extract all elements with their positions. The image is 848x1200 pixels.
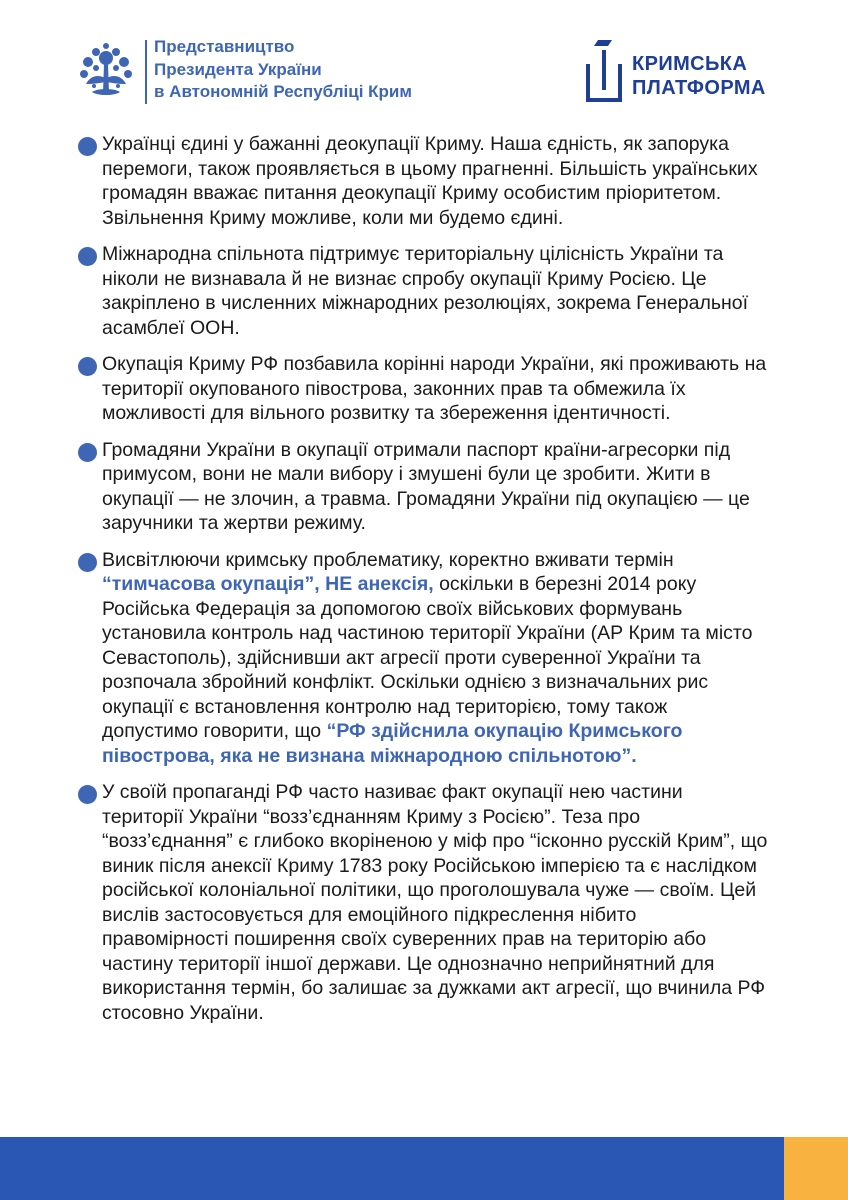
footer-blue-band [0,1137,784,1200]
org-name-line-2: Президента України [154,59,322,79]
platform-title-line-1: КРИМСЬКА [632,53,748,75]
list-item-text: У своїй пропаганді РФ часто називає факт окупації нею частини території України “возз’єднанням Криму з Росією”. Теза про “возз’єднання” є глибоко вкоріненою у міф про “ісконно русскій Крим”, що виник після анексії Криму 1783 року Російською імперією та є наслідком російської колоніальної політики, що проголошувала чуже — своїм. Цей вислів застосовується для емоційного підкреслення нібито правомірності поширення своїх суверенних прав на територію або частину території іншої держави. Це однозначно неприйнятний для використання термін, бо залишає за дужками акт агресії, що вчинила РФ стосовно України. [102,781,768,1024]
list-item [78,548,768,769]
bullet-dot-icon [78,785,97,804]
org-name [154,36,412,104]
crimea-platform-mark-icon [584,38,624,104]
list-item [78,352,768,426]
bullet-dot-icon [78,247,97,266]
bullet-dot-icon [78,137,97,156]
list-item-text: Окупація Криму РФ позбавила корінні народи України, які проживають на території окупованого півострова, законних прав та обмежила їх можливості для вільного розвитку та збереження ідентичності. [102,353,767,424]
terminology-text-part-1: Висвітлюючи кримську проблематику, коректно вживати термін [102,548,674,571]
list-item [78,242,768,340]
header [0,0,848,125]
bullet-dot-icon [78,553,97,572]
highlight-temporary-occupation: “тимчасова окупація”, НЕ анексія, [102,573,434,595]
org-name-line-3: в Автономній Республіці Крим [154,82,412,101]
highlight-occupation-statement: “РФ здійснила окупацію Кримського півострова, яка не визнана міжнародною спільнотою”. [102,720,683,767]
list-item [78,780,768,1025]
list-item [78,132,768,230]
bullet-dot-icon [78,357,97,376]
flower-emblem-icon [74,38,138,102]
platform-title [632,52,766,100]
platform-title-line-2: ПЛАТФОРМА [632,77,766,99]
terminology-text-part-2: оскільки в березні 2014 року Російська Федерація за допомогою своїх військових формувань установила контроль над частиною території України (АР Крим та місто Севастополь), здійснивши акт агресії проти суверенної України та розпочала збройний конфлікт. Оскільки однією з визначальних рис окупації є встановлення контролю над територією, тому також допустимо говорити, що [102,573,753,742]
list-item [78,438,768,536]
header-divider [145,40,147,104]
list-item-text: Громадяни України в окупації отримали паспорт країни-агресорки під примусом, вони не мали вибору і змушені були це зробити. Жити в окупації — не злочин, а травма. Громадяни України під окупацією — це заручники та жертви режиму. [102,438,750,534]
list-item-text: Міжнародна спільнота підтримує територіальну цілісність України та ніколи не визнавала й не визнає спробу окупації Криму Росією. Це закріплено в численних міжнародних резолюціях, зокрема Генеральної асамблеї ООН. [102,243,749,339]
bullet-list [78,132,768,1037]
list-item-text: Українці єдині у бажанні деокупації Криму. Наша єдність, як запорука перемоги, також проявляється в цьому прагненні. Більшість українських громадян вважає питання деокупації Криму особистим пріоритетом. Звільнення Криму можливе, коли ми будемо єдині. [102,133,758,229]
org-name-line-1: Представництво [154,37,295,56]
list-item-text [102,548,768,769]
footer-orange-band [784,1137,848,1200]
bullet-dot-icon [78,443,97,462]
